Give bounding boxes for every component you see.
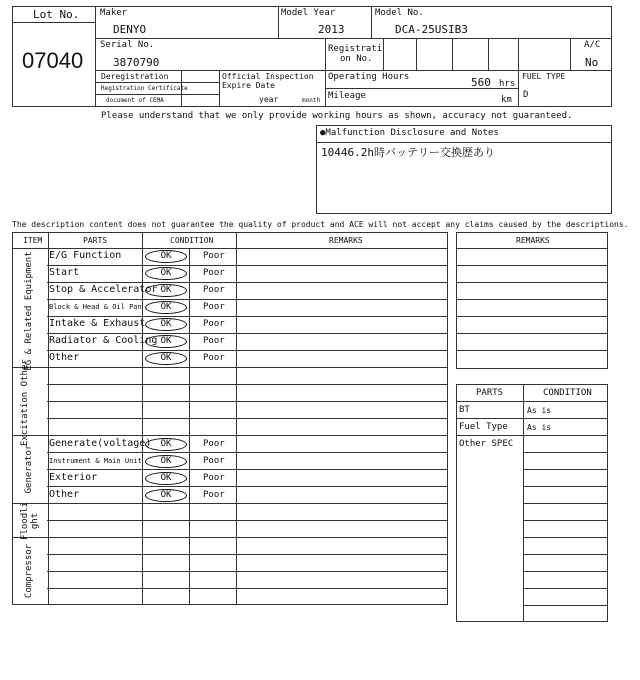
spec-row-line: [523, 520, 608, 521]
mileage-label: Mileage: [328, 91, 366, 101]
part-name: Other: [49, 489, 80, 500]
remarks-row-line: [456, 316, 608, 317]
part-name: Stop & Accelerator: [49, 284, 158, 295]
table-row-line: [47, 418, 448, 419]
part-name: Block & Head & Oil Pan: [49, 303, 142, 311]
group-sep-4: [12, 537, 448, 538]
registration-label-2: on No.: [340, 54, 373, 64]
disclaimer: The description content does not guarantee the quality of product and ACE will not accept any claims caused by the descriptions.: [12, 220, 629, 229]
fuel-type-value: D: [523, 90, 529, 100]
fuel-type-label: FUEL TYPE: [522, 72, 566, 81]
part-name: E/G Function: [49, 250, 122, 261]
remarks-row-line: [456, 299, 608, 300]
poor-option[interactable]: Poor: [203, 336, 225, 346]
lot-label: Lot No.: [33, 8, 80, 21]
ok-circled-option[interactable]: OK: [145, 438, 187, 451]
reg-cell-4: [488, 38, 489, 70]
maker-divider: [278, 6, 279, 38]
table-row: [47, 333, 237, 350]
serial-label: Serial No.: [100, 40, 155, 50]
spec-col-condition: CONDITION: [543, 388, 592, 398]
reg-cell-5: [518, 38, 519, 107]
lot-label-divider: [12, 22, 95, 23]
group-label-floodlight: Floodlight: [20, 502, 40, 540]
header-row2-line: [95, 70, 612, 71]
inspection-label-2: Expire Date: [222, 81, 275, 90]
malfunction-title-line: [316, 142, 612, 143]
poor-option[interactable]: Poor: [203, 268, 225, 278]
poor-option[interactable]: Poor: [203, 456, 225, 466]
table-row: [47, 265, 237, 282]
ok-circled-option[interactable]: OK: [145, 284, 187, 297]
model-no-value: DCA-25USIB3: [395, 23, 468, 36]
part-name: Intake & Exhaust: [49, 318, 146, 329]
remarks-row-line: [456, 282, 608, 283]
model-year-divider: [371, 6, 372, 38]
poor-option[interactable]: Poor: [203, 490, 225, 500]
ok-circled-option[interactable]: OK: [145, 301, 187, 314]
remarks-row-line: [456, 333, 608, 334]
table-row-line: [47, 520, 448, 521]
reg-cert-label: Registration Certificate: [101, 85, 188, 92]
poor-option[interactable]: Poor: [203, 285, 225, 295]
ok-circled-option[interactable]: OK: [145, 352, 187, 365]
table-row-line: [47, 554, 448, 555]
cema-label: document of CEMA: [106, 97, 164, 104]
table-row: [47, 316, 237, 333]
ok-circled-option[interactable]: OK: [145, 489, 187, 502]
table-row: [47, 436, 237, 453]
poor-option[interactable]: Poor: [203, 353, 225, 363]
ok-circled-option[interactable]: OK: [145, 455, 187, 468]
ok-circled-option[interactable]: OK: [145, 250, 187, 263]
model-year-value: 2013: [318, 23, 345, 36]
spec-row-line: [456, 435, 608, 436]
dereg-line-1: [95, 82, 220, 83]
ok-circled-option[interactable]: OK: [145, 472, 187, 485]
dereg-line-2: [95, 94, 220, 95]
table-row: [47, 282, 237, 299]
ac-label: A/C: [584, 40, 601, 50]
spec-row-line: [456, 418, 608, 419]
right-remarks-title: REMARKS: [516, 236, 550, 245]
malfunction-box: [316, 125, 612, 214]
hours-notice: Please understand that we only provide working hours as shown, accuracy not guaranteed.: [101, 111, 573, 121]
table-row: [47, 487, 237, 504]
inspection-label-1: Official Inspection: [222, 72, 314, 81]
lot-divider: [95, 6, 96, 107]
reg-cell-6: [570, 38, 571, 70]
spec-row-line: [523, 554, 608, 555]
spec-row-bt-condition: As is: [527, 406, 552, 415]
hours-value: 560: [471, 76, 491, 89]
right-remarks-table: [456, 232, 608, 369]
inspection-divider: [219, 70, 220, 107]
remarks-row-line: [456, 248, 608, 249]
year-label: year: [259, 95, 279, 104]
spec-row-other-part: Other SPEC: [459, 439, 514, 449]
col-item: ITEM: [23, 236, 43, 245]
part-name: Instrument & Main Unit: [49, 457, 142, 465]
deregistration-label: Deregistration: [101, 72, 169, 81]
ok-circled-option[interactable]: OK: [145, 318, 187, 331]
maker-label: Maker: [100, 8, 128, 18]
spec-row-fuel-part: Fuel Type: [459, 422, 508, 432]
group-label-eg: EG & Related Equipment: [24, 251, 34, 371]
hours-unit: hrs: [499, 79, 516, 89]
poor-option[interactable]: Poor: [203, 302, 225, 312]
table-row-line: [47, 401, 448, 402]
ok-circled-option[interactable]: OK: [145, 267, 187, 280]
malfunction-title: ●Malfunction Disclosure and Notes: [320, 128, 499, 138]
hours-label: Operating Hours: [328, 72, 410, 82]
lot-number: 07040: [22, 48, 84, 73]
group-label-generator: Generator: [24, 444, 34, 494]
ok-circled-option[interactable]: OK: [145, 335, 187, 348]
table-row: [47, 248, 237, 265]
poor-option[interactable]: Poor: [203, 319, 225, 329]
month-label: month: [302, 97, 321, 104]
serial-divider: [325, 38, 326, 107]
part-name: Other: [49, 352, 80, 363]
poor-option[interactable]: Poor: [203, 251, 225, 261]
group-label-compressor: Compressor: [24, 543, 34, 599]
table-row-line: [47, 588, 448, 589]
remarks-row-line: [456, 350, 608, 351]
spec-col-parts: PARTS: [476, 388, 504, 398]
maker-value: DENYO: [113, 23, 147, 36]
spec-row-line: [523, 452, 608, 453]
group-sep-1: [12, 367, 448, 368]
remarks-row-line: [456, 265, 608, 266]
table-row: [47, 299, 237, 316]
spec-row-line: [523, 571, 608, 572]
ac-value: No: [585, 56, 599, 69]
spec-row-line: [523, 537, 608, 538]
reg-cell-3: [452, 38, 453, 70]
reg-cell-1: [383, 38, 384, 70]
table-row-line: [47, 571, 448, 572]
table-row: [47, 350, 237, 367]
part-name: Generate(voltage): [49, 438, 152, 449]
part-name: Radiator & Cooling: [49, 335, 158, 346]
registration-label-1: Registrati: [328, 44, 383, 54]
spec-row-line: [523, 469, 608, 470]
col-parts: PARTS: [83, 236, 108, 245]
poor-option[interactable]: Poor: [203, 439, 225, 449]
table-row: [47, 470, 237, 487]
reg-cell-2: [416, 38, 417, 70]
spec-row-line: [456, 401, 608, 402]
poor-option[interactable]: Poor: [203, 473, 225, 483]
serial-value: 3870790: [113, 56, 160, 69]
spec-row-line: [523, 605, 608, 606]
spec-row-line: [523, 588, 608, 589]
spec-row-line: [523, 503, 608, 504]
spec-row-fuel-condition: As is: [527, 423, 552, 432]
part-name: Exterior: [49, 472, 98, 483]
mileage-unit: km: [501, 95, 512, 105]
col-remarks: REMARKS: [329, 236, 363, 245]
col-condition: CONDITION: [170, 236, 214, 245]
group-label-excitation: Excitation Other: [20, 359, 30, 446]
malfunction-note: 10446.2h時バッテリー交換歴あり: [321, 146, 495, 159]
spec-row-bt-part: BT: [459, 405, 470, 415]
spec-row-line: [523, 486, 608, 487]
table-row: [47, 453, 237, 470]
header-row1-line: [95, 38, 612, 39]
model-no-label: Model No.: [375, 8, 424, 18]
table-row-line: [47, 384, 448, 385]
part-name: Start: [49, 267, 80, 278]
model-year-label: Model Year: [281, 8, 336, 18]
